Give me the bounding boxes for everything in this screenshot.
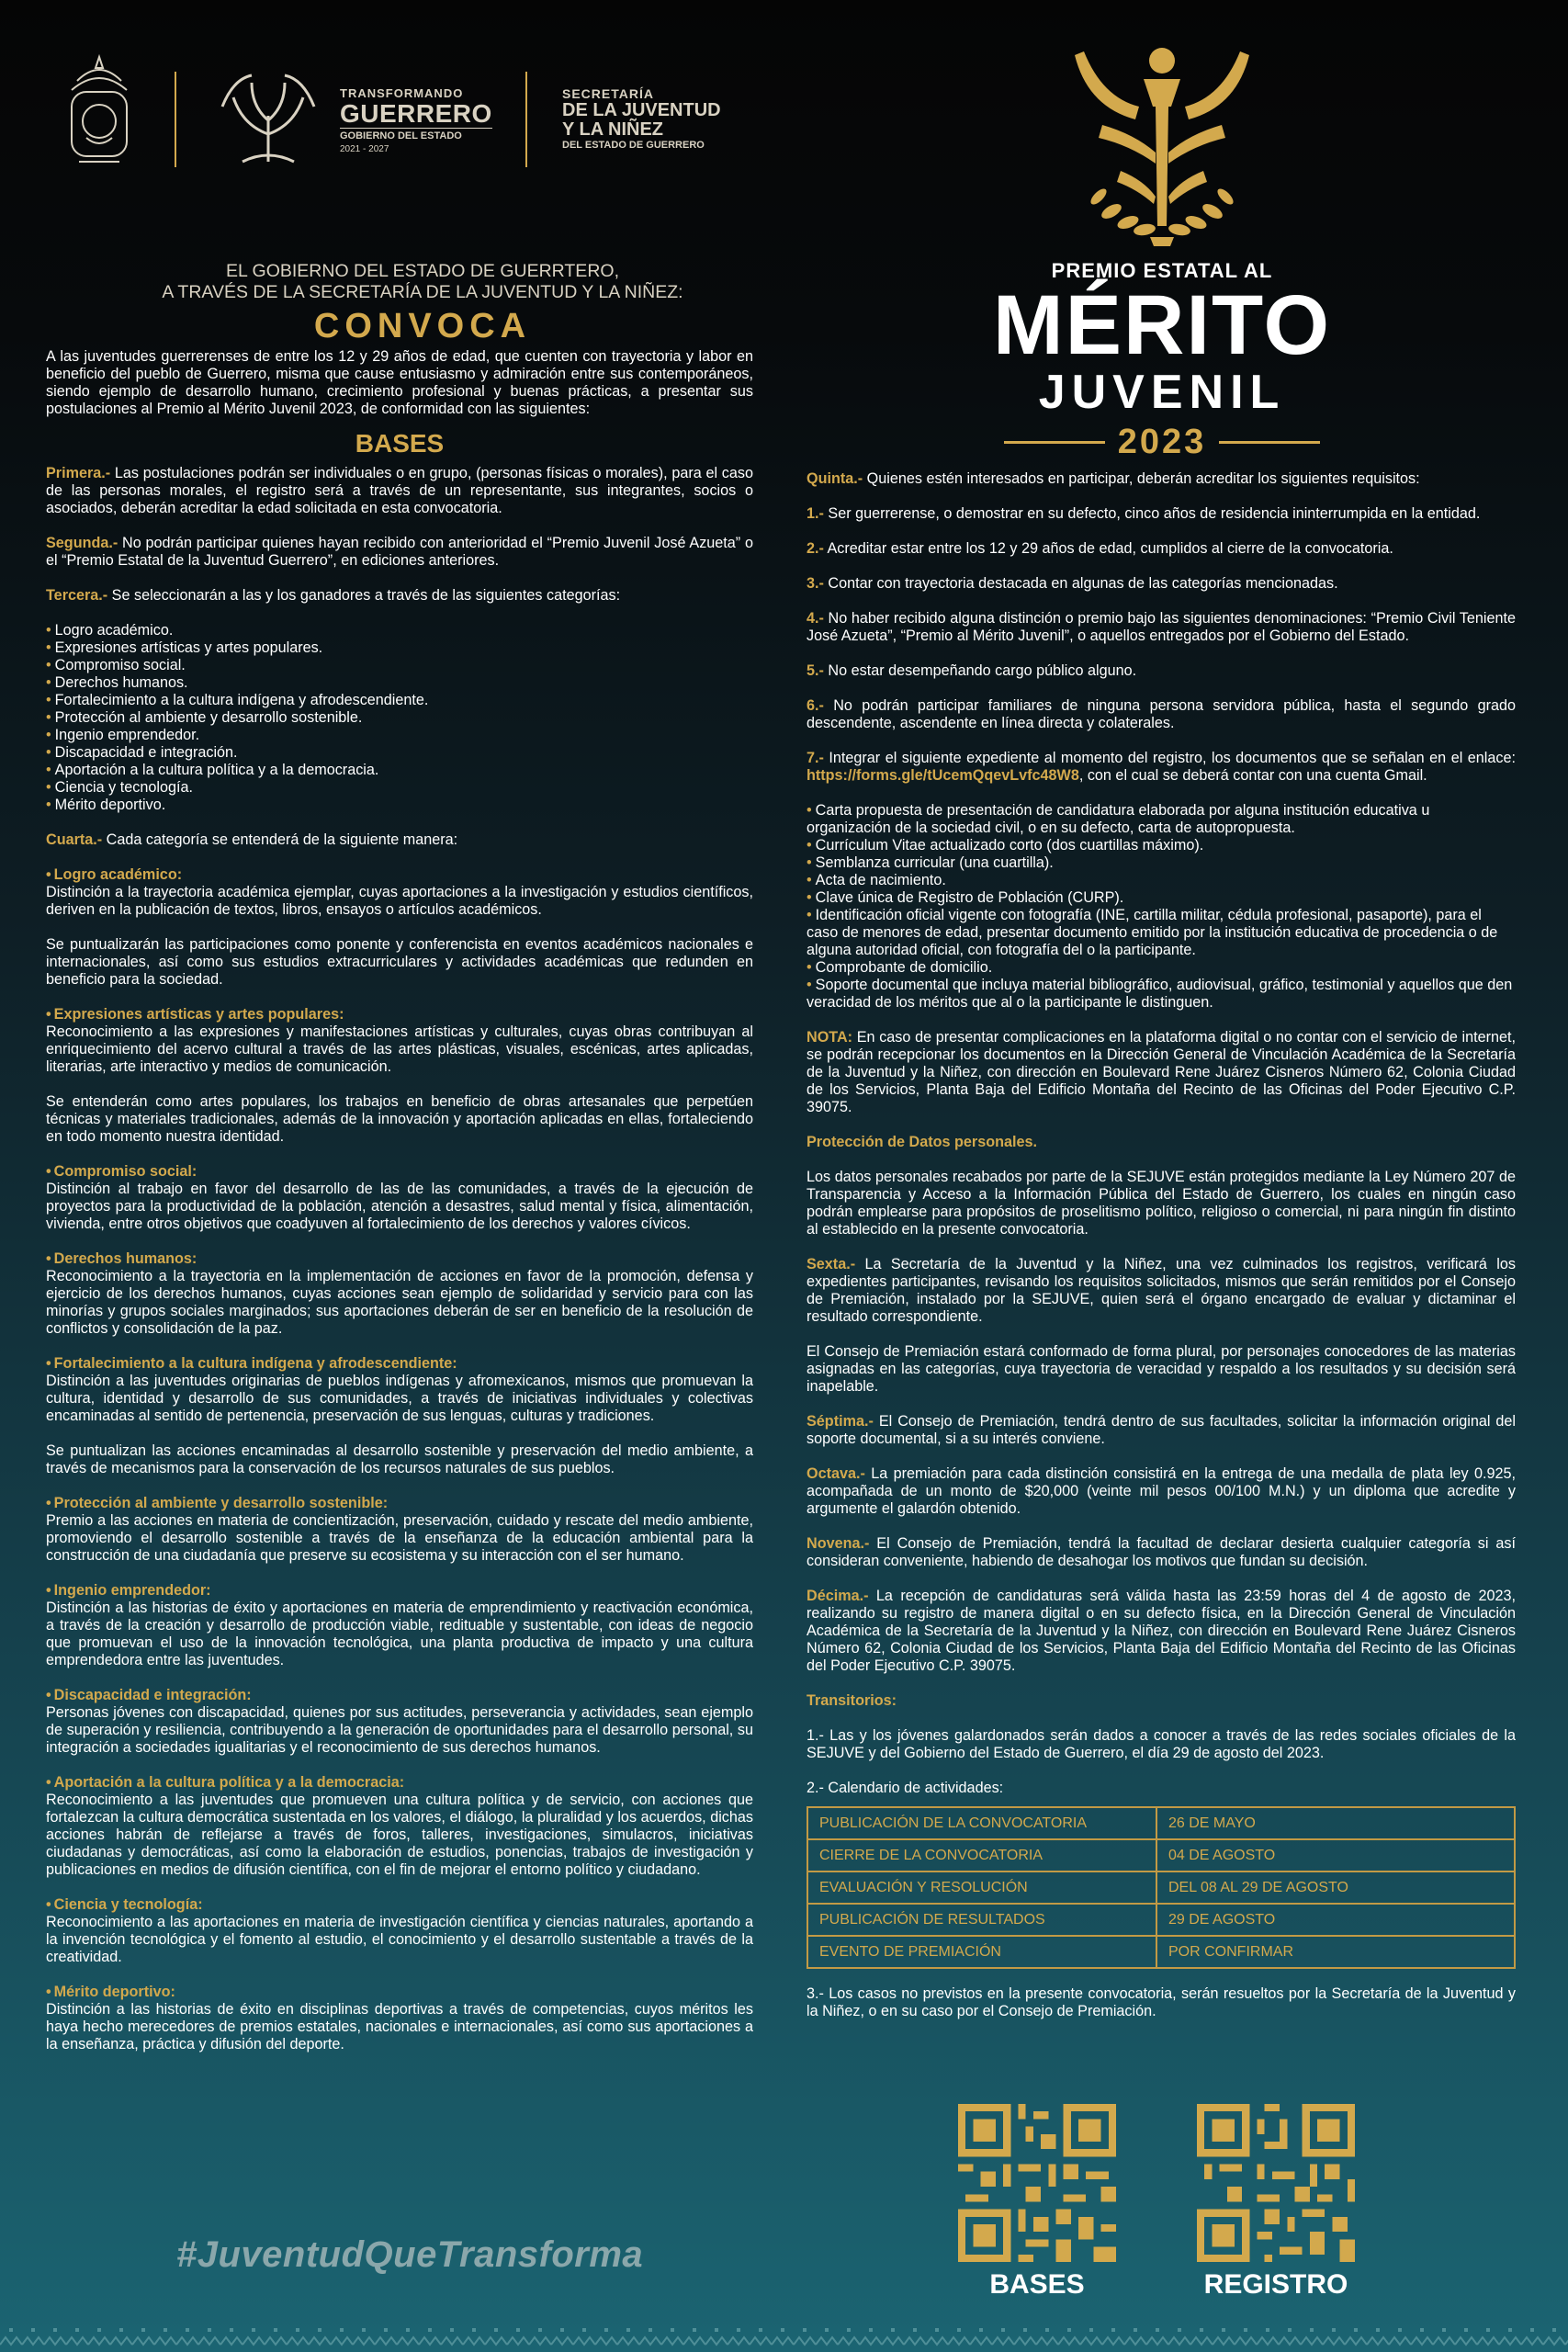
qr-registro-label: REGISTRO xyxy=(1203,2269,1348,2300)
proteccion-datos-text: Los datos personales recabados por parte de la SEJUVE están protegidos mediante la Ley Número 207 de Transparencia y Acceso a la Información Pública del Estado de Guerrero, los cuales en ningún caso podrán emplearse para propósitos de proselitismo político, religioso o comercial, ni para ningún fin distinto al establecido en la presente convocatoria. xyxy=(807,1169,1516,1238)
intro-heading xyxy=(92,261,753,303)
award-year: 2023 xyxy=(1117,423,1207,461)
calendar-event: EVENTO DE PREMIACIÓN xyxy=(807,1936,1156,1968)
calendar-event: CIERRE DE LA CONVOCATORIA xyxy=(807,1839,1156,1871)
bases-title: BASES xyxy=(355,429,445,458)
document-item: • Acta de nacimiento. xyxy=(807,872,1516,889)
nota-text: En caso de presentar complicaciones en la plataforma digital o no contar con el servicio de internet, se podrán recepcionar los documentos en la Dirección General de Vinculación Académica de la Secretaría de la Juventud y la Niñez, con dirección en Boulevard Rene Juárez Cisneros Número 62, Colonia Ciudad de los Servicios, Planta Baja del Edificio Montaña del Recinto de las Oficinas del Poder Ejecutivo C.P. 39075. xyxy=(807,1029,1516,1115)
category-text: Distinción a las historias de éxito y aportaciones en materia de emprendimiento y reactivación económica, a través de la creación y desarrollo de producción viable, redituable y sustentable, con ideas de negocio que promuevan el uso de la innovación tecnológica, una planta productiva de impacto y una cultura emprendedora entre las juventudes. xyxy=(46,1600,753,1668)
requirement-text: Integrar el siguiente expediente al momento del registro, los documentos que se señalan en el enlace: xyxy=(823,750,1516,766)
category-definition xyxy=(46,1250,753,1338)
category-text: Distinción al trabajo en favor del desarrollo de las de las comunidades, a través de la ejecución de proyectos para la productividad de la población, atención a desastres, salud mental y física, alimentación, vivienda, entre otros objetivos que coadyuven al fortalecimiento de los derechos y valores cívicos. xyxy=(46,1181,753,1232)
category-text: Se entenderán como artes populares, los trabajos en beneficio de obras artesanales que perpetúen técnicas y materiales tradicionales, además de la innovación y aportación aplicadas en ellas, fortaleciendo en todo momento nuestra identidad. xyxy=(46,1093,753,1145)
qr-registro[interactable] xyxy=(1197,2104,1355,2301)
requirement-item xyxy=(807,505,1516,523)
base-quinta xyxy=(807,470,1516,488)
calendar-table xyxy=(807,1806,1516,1969)
gov-years: 2021 - 2027 xyxy=(340,144,389,154)
document-item: • Clave única de Registro de Población (CURP). xyxy=(807,889,1516,907)
requirement-item xyxy=(807,540,1516,558)
calendar-date: POR CONFIRMAR xyxy=(1156,1936,1515,1968)
base-novena xyxy=(807,1535,1516,1570)
requirement-text: No estar desempeñando cargo público alguno. xyxy=(823,662,1137,679)
category-definition xyxy=(46,1984,753,2053)
category-title: • Discapacidad e integración: xyxy=(46,1687,753,1704)
base-octava xyxy=(807,1465,1516,1518)
requirement-number: 2.- xyxy=(807,540,824,557)
registration-form-link[interactable]: https://forms.gle/tUcemQqevLvfc48W8 xyxy=(807,767,1079,784)
base-text: El Consejo de Premiación, tendrá dentro de sus facultades, solicitar la información original del soporte documental, si a su interés conviene. xyxy=(807,1413,1516,1447)
decorative-border-pattern xyxy=(0,2324,1568,2352)
tree-logo xyxy=(215,70,321,169)
base-primera xyxy=(46,465,753,517)
header-logos xyxy=(55,53,753,173)
category-definition xyxy=(46,1774,753,1879)
category-title: • Ciencia y tecnología: xyxy=(46,1896,753,1914)
gov-small: TRANSFORMANDO xyxy=(340,86,464,100)
award-title-block xyxy=(974,42,1350,461)
base-septima xyxy=(807,1413,1516,1448)
table-row xyxy=(807,1807,1515,1839)
category-item: • Aportación a la cultura política y a la democracia. xyxy=(46,762,753,779)
qr-code-icon xyxy=(1197,2104,1355,2262)
base-label: Octava.- xyxy=(807,1465,865,1482)
award-year-row xyxy=(974,423,1350,462)
category-title: • Aportación a la cultura política y a la democracia: xyxy=(46,1774,753,1792)
intro-heading-line-1: EL GOBIERNO DEL ESTADO DE GUERRTERO, xyxy=(225,261,619,281)
category-text: Premio a las acciones en materia de concientización, preservación, cuidado y rescate del medio ambiente, promoviendo el desarrollo sostenible a través de la enseñanza de la educación ambiental para la construcción de una ciudadanía que preserve su ecosistema y su interacción con el ser humano. xyxy=(46,1512,753,1564)
category-text: Personas jóvenes con discapacidad, quienes por sus actitudes, perseverancia y actividades, sean ejemplo de superación y resiliencia, contribuyendo a la generación de oportunidades para el desarrollo personal, su integración a sociedades igualitarias y el reconocimiento de sus derechos humanos. xyxy=(46,1704,753,1756)
category-item: • Logro académico. xyxy=(46,622,753,639)
base-text: La recepción de candidaturas será válida hasta las 23:59 horas del 4 de agosto de 2023, realizando su registro de manera digital o en su defecto física, en la Dirección General de Vinculación Académica de la Secretaría de la Juventud y la Niñez, con dirección en Boulevard Rene Juárez Cisneros Número 62, Colonia Ciudad de los Servicios, Planta Baja del Edificio Montaña del Recinto de las Oficinas del Poder Ejecutivo C.P. 39075. xyxy=(807,1588,1516,1674)
base-label: Segunda.- xyxy=(46,535,118,551)
transitorio-2: 2.- Calendario de actividades: xyxy=(807,1780,1004,1796)
intro-heading-line-2: A TRAVÉS DE LA SECRETARÍA DE LA JUVENTUD Y LA NIÑEZ: xyxy=(162,282,683,302)
category-definition xyxy=(46,1687,753,1757)
category-text: Distinción a las juventudes originarias de pueblos indígenas y afromexicanos, mismos que promuevan la cultura, identidad y desarrollo de sus comunidades, a través de iniciativas individuales y colectivas encaminadas al sentido de pertenencia, preservación de sus lenguas, culturas y tradiciones. xyxy=(46,1373,753,1424)
category-item: • Ciencia y tecnología. xyxy=(46,779,753,797)
requirement-text: No haber recibido alguna distinción o premio bajo las siguientes denominaciones: “Premio Civil Teniente José Azueta”, “Premio al Mérito Juvenil”, o aquellos entregados por el Gobierno del Estado. xyxy=(807,610,1516,644)
base-text: Quienes estén interesados en participar, deberán acreditar los siguientes requisitos: xyxy=(863,470,1420,487)
right-column xyxy=(807,470,1516,2038)
document-item: • Carta propuesta de presentación de candidatura elaborada por alguna institución educativa u organización de la sociedad civil, o en su defecto, carta de autopropuesta. xyxy=(807,802,1516,837)
category-item: • Expresiones artísticas y artes populares. xyxy=(46,639,753,657)
category-definition xyxy=(46,1355,753,1477)
category-title: • Mérito deportivo: xyxy=(46,1984,753,2001)
base-text: La Secretaría de la Juventud y la Niñez, una vez culminados los registros, verificará los expedientes participantes, revisando los requisitos solicitados, mismos que serán remitidos por el Consejo de Premiación, instalado por la SEJUVE, quien será el órgano encargado de evaluar y dictaminar el resultado correspondiente. xyxy=(807,1256,1516,1325)
category-item: • Protección al ambiente y desarrollo sostenible. xyxy=(46,709,753,727)
calendar-event: PUBLICACIÓN DE RESULTADOS xyxy=(807,1904,1156,1936)
category-definition xyxy=(46,1163,753,1233)
category-list xyxy=(46,622,753,814)
requirement-number: 6.- xyxy=(807,697,824,714)
award-rule xyxy=(1004,441,1105,444)
category-item: • Mérito deportivo. xyxy=(46,797,753,814)
requirement-text: Contar con trayectoria destacada en algunas de las categorías mencionadas. xyxy=(823,575,1338,592)
requirement-number: 3.- xyxy=(807,575,824,592)
category-title: • Logro académico: xyxy=(46,866,753,884)
base-text: Cada categoría se entenderá de la siguiente manera: xyxy=(102,831,458,848)
document-list xyxy=(807,802,1516,1012)
category-definition xyxy=(46,1896,753,1966)
nota-label: NOTA: xyxy=(807,1029,853,1046)
category-item: • Discapacidad e integración. xyxy=(46,744,753,762)
base-label: Sexta.- xyxy=(807,1256,856,1272)
gobierno-guerrero-wordmark xyxy=(340,86,492,154)
requirement-number: 5.- xyxy=(807,662,824,679)
base-label: Primera.- xyxy=(46,465,111,481)
award-rule xyxy=(1219,441,1320,444)
transitorios-title: Transitorios: xyxy=(807,1692,897,1709)
transitorio-3: 3.- Los casos no previstos en la presente convocatoria, serán resueltos por la Secretaría de la Juventud y la Niñez, o en su caso por el Consejo de Premiación. xyxy=(807,1985,1516,2019)
sec-line-3: DEL ESTADO DE GUERRERO xyxy=(562,140,705,151)
base-decima xyxy=(807,1588,1516,1675)
base-label: Cuarta.- xyxy=(46,831,103,848)
requirement-item xyxy=(807,750,1516,785)
category-title: • Expresiones artísticas y artes populares: xyxy=(46,1006,753,1023)
hashtag: #JuventudQueTransforma xyxy=(176,2234,644,2275)
convoca-title: CONVOCA xyxy=(313,307,532,345)
lead-paragraph: A las juventudes guerrerenses de entre los 12 y 29 años de edad, que cuenten con trayectoria y labor en beneficio del pueblo de Guerrero, misma que cause entusiasmo y admiración entre sus contemporáneos, siendo ejemplo de desarrollo humano, crecimiento profesional y buenas prácticas, a presentar sus postulaciones al Premio al Mérito Juvenil 2023, de conformidad con las siguientes: xyxy=(46,348,753,417)
header-divider xyxy=(525,72,527,167)
requirement-item xyxy=(807,575,1516,593)
base-label: Novena.- xyxy=(807,1535,870,1552)
requirement-number: 4.- xyxy=(807,610,824,627)
category-item: • Compromiso social. xyxy=(46,657,753,674)
category-definition xyxy=(46,1582,753,1669)
category-title: • Compromiso social: xyxy=(46,1163,753,1181)
calendar-date: 26 DE MAYO xyxy=(1156,1807,1515,1839)
category-text: Reconocimiento a las aportaciones en materia de investigación científica y ciencias naturales, aportando a la invención tecnológica y el fomento al estudio, el conocimiento y el desarrollo sustentable a través de la creatividad. xyxy=(46,1914,753,1965)
requirement-text: No podrán participar familiares de ninguna persona servidora pública, hasta el segundo grado descendente, ascendente en línea directa y colaterales. xyxy=(807,697,1516,731)
qr-bases-label: BASES xyxy=(989,2269,1085,2300)
left-column xyxy=(46,261,753,2071)
nota-paragraph xyxy=(807,1029,1516,1116)
gov-big: GUERRERO xyxy=(340,99,492,128)
sec-line-2b: Y LA NIÑEZ xyxy=(562,119,664,140)
document-item: • Semblanza curricular (una cuartilla). xyxy=(807,854,1516,872)
calendar-date: DEL 08 AL 29 DE AGOSTO xyxy=(1156,1871,1515,1904)
calendar-event: PUBLICACIÓN DE LA CONVOCATORIA xyxy=(807,1807,1156,1839)
requirement-item xyxy=(807,662,1516,680)
base-label: Décima.- xyxy=(807,1588,869,1604)
requirement-number: 1.- xyxy=(807,505,824,522)
secretaria-wordmark xyxy=(562,86,721,151)
category-definition xyxy=(46,1495,753,1565)
category-text: Distinción a las historias de éxito en disciplinas deportivas a través de competencias, cuyos méritos les haya hecho merecedores de premios estatales, nacionales e internacionales, así como sus aportaciones a la enseñanza, práctica y difusión del deporte. xyxy=(46,2001,753,2052)
award-merito-text: MÉRITO xyxy=(992,278,1332,372)
base-text: Se seleccionarán a las y los ganadores a través de las siguientes categorías: xyxy=(107,587,621,604)
calendar-date: 04 DE AGOSTO xyxy=(1156,1839,1515,1871)
requirement-item xyxy=(807,610,1516,645)
base-cuarta xyxy=(46,831,753,849)
table-row xyxy=(807,1839,1515,1871)
transitorio-1: 1.- Las y los jóvenes galardonados serán dados a conocer a través de las redes sociales oficiales de la SEJUVE y del Gobierno del Estado de Guerrero, el día 29 de agosto del 2023. xyxy=(807,1727,1516,1761)
base-label: Séptima.- xyxy=(807,1413,874,1430)
category-text: Se puntualizan las acciones encaminadas al desarrollo sostenible y preservación del medio ambiente, a través de mecanismos para la conservación de los recursos naturales de sus pueblos. xyxy=(46,1442,753,1476)
category-text: Reconocimiento a las juventudes que promueven una cultura política y de servicio, con acciones que fortalezcan la cultura democrática sustentada en los valores, el diálogo, la pluralidad y los acuerdos, dichas acciones habrán de reflejarse a través de foros, talleres, investigaciones, simulacros, iniciativas ciudadanas y democráticas, así como la elaboración de estudios, ponencias, trabajos de investigación y publicaciones en medios de difusión científica, con el fin de mejorar el entorno político y ciudadano. xyxy=(46,1792,753,1878)
category-text: Reconocimiento a las expresiones y manifestaciones artísticas y culturales, cuyas obras contribuyan al enriquecimiento del acervo cultural a través de las artes plásticas, visuales, escénicas, artes aplicadas, literarias, arte interactivo y medios de comunicación. xyxy=(46,1023,753,1075)
category-definition xyxy=(46,866,753,989)
award-emblem-icon xyxy=(1047,42,1277,254)
base-text: No podrán participar quienes hayan recibido con anterioridad el “Premio Juvenil José Azueta” o el “Premio Estatal de la Juventud Guerrero”, en ediciones anteriores. xyxy=(46,535,753,569)
header-divider xyxy=(175,72,176,167)
base-tercera xyxy=(46,587,753,605)
sec-line-2a: DE LA JUVENTUD xyxy=(562,100,721,120)
requirement-item xyxy=(807,697,1516,732)
category-title: • Derechos humanos: xyxy=(46,1250,753,1268)
base-label: Tercera.- xyxy=(46,587,108,604)
consejo-paragraph: El Consejo de Premiación estará conformado de forma plural, por personajes conocedores de las materias asignadas en las categorías, cuya trayectoria de veracidad y respaldo a los resultados y su decisión será inapelable. xyxy=(807,1343,1516,1395)
award-premio-text: PREMIO ESTATAL AL xyxy=(1051,259,1273,282)
award-juvenil-text: JUVENIL xyxy=(1038,366,1286,419)
base-sexta xyxy=(807,1256,1516,1326)
category-title: • Protección al ambiente y desarrollo sostenible: xyxy=(46,1495,753,1512)
category-text: Reconocimiento a la trayectoria en la implementación de acciones en favor de la promoción, defensa y ejercicio de los derechos humanos, cuyas acciones sean ejemplo de solidaridad y servicio para con las minorías y grupos sociales marginados; sus aportaciones deberán de ser en beneficio de la resolución de conflictos y consolidación de la paz. xyxy=(46,1268,753,1337)
base-label: Quinta.- xyxy=(807,470,863,487)
requirement-text: Acreditar estar entre los 12 y 29 años de edad, cumplidos al cierre de la convocatoria. xyxy=(823,540,1393,557)
requirement-text: Ser guerrerense, o demostrar en su defecto, cinco años de residencia ininterrumpida en la entidad. xyxy=(823,505,1481,522)
document-item: • Identificación oficial vigente con fotografía (INE, cartilla militar, cédula profesional, pasaporte), para el caso de menores de edad, presentar documento emitido por la institución educativa de procedencia o de alguna autoridad oficial, con fotografía del o la participante. xyxy=(807,907,1516,959)
category-item: • Ingenio emprendedor. xyxy=(46,727,753,744)
category-title: • Fortalecimiento a la cultura indígena y afrodescendiente: xyxy=(46,1355,753,1373)
table-row xyxy=(807,1904,1515,1936)
proteccion-datos-title: Protección de Datos personales. xyxy=(807,1134,1037,1150)
base-segunda xyxy=(46,535,753,570)
category-item: • Derechos humanos. xyxy=(46,674,753,692)
category-title: • Ingenio emprendedor: xyxy=(46,1582,753,1600)
base-text: Las postulaciones podrán ser individuales o en grupo, (personas físicas o morales), para el caso de las personas morales, el registro será a través de un representante, sus integrantes, socios o asociados, deberán acreditar la edad solicitada en esta convocatoria. xyxy=(46,465,753,516)
requirement-text: , con el cual se deberá contar con una cuenta Gmail. xyxy=(1078,767,1427,784)
table-row xyxy=(807,1871,1515,1904)
category-definition xyxy=(46,1006,753,1146)
base-text: La premiación para cada distinción consistirá en la entrega de una medalla de plata ley 0.925, acompañada de un monto de $20,000 (veinte mil pesos 00/100 M.N.) y un diploma que acredite y argumente el galardón obtenido. xyxy=(807,1465,1516,1517)
calendar-date: 29 DE AGOSTO xyxy=(1156,1904,1515,1936)
category-item: • Fortalecimiento a la cultura indígena y afrodescendiente. xyxy=(46,692,753,709)
category-text: Distinción a la trayectoria académica ejemplar, cuyas aportaciones a la investigación y estudios científicos, deriven en la publicación de textos, libros, ensayos o artículos académicos. xyxy=(46,884,753,918)
document-item: • Soporte documental que incluya material bibliográfico, audiovisual, gráfico, testimonial y aquellos que den veracidad de los méritos que al o la participante le distinguen. xyxy=(807,977,1516,1012)
base-text: El Consejo de Premiación, tendrá la facultad de declarar desierta cualquier categoría si así consideran conveniente, habiendo de desahogar los motivos que fundan su decisión. xyxy=(807,1535,1516,1569)
sec-line-1: SECRETARÍA xyxy=(562,86,654,101)
calendar-event: EVALUACIÓN Y RESOLUCIÓN xyxy=(807,1871,1156,1904)
guerrero-seal-logo xyxy=(59,53,140,171)
document-item: • Currículum Vitae actualizado corto (dos cuartillas máximo). xyxy=(807,837,1516,854)
gov-sub: GOBIERNO DEL ESTADO xyxy=(340,128,492,141)
category-text: Se puntualizarán las participaciones como ponente y conferencista en eventos académicos nacionales e internacionales, así como sus estudios extracurriculares y actividades académicas que redunden en beneficio para la sociedad. xyxy=(46,936,753,988)
table-row xyxy=(807,1936,1515,1968)
qr-code-icon xyxy=(958,2104,1116,2262)
requirement-number: 7.- xyxy=(807,750,824,766)
document-item: • Comprobante de domicilio. xyxy=(807,959,1516,977)
qr-bases[interactable] xyxy=(958,2104,1116,2301)
